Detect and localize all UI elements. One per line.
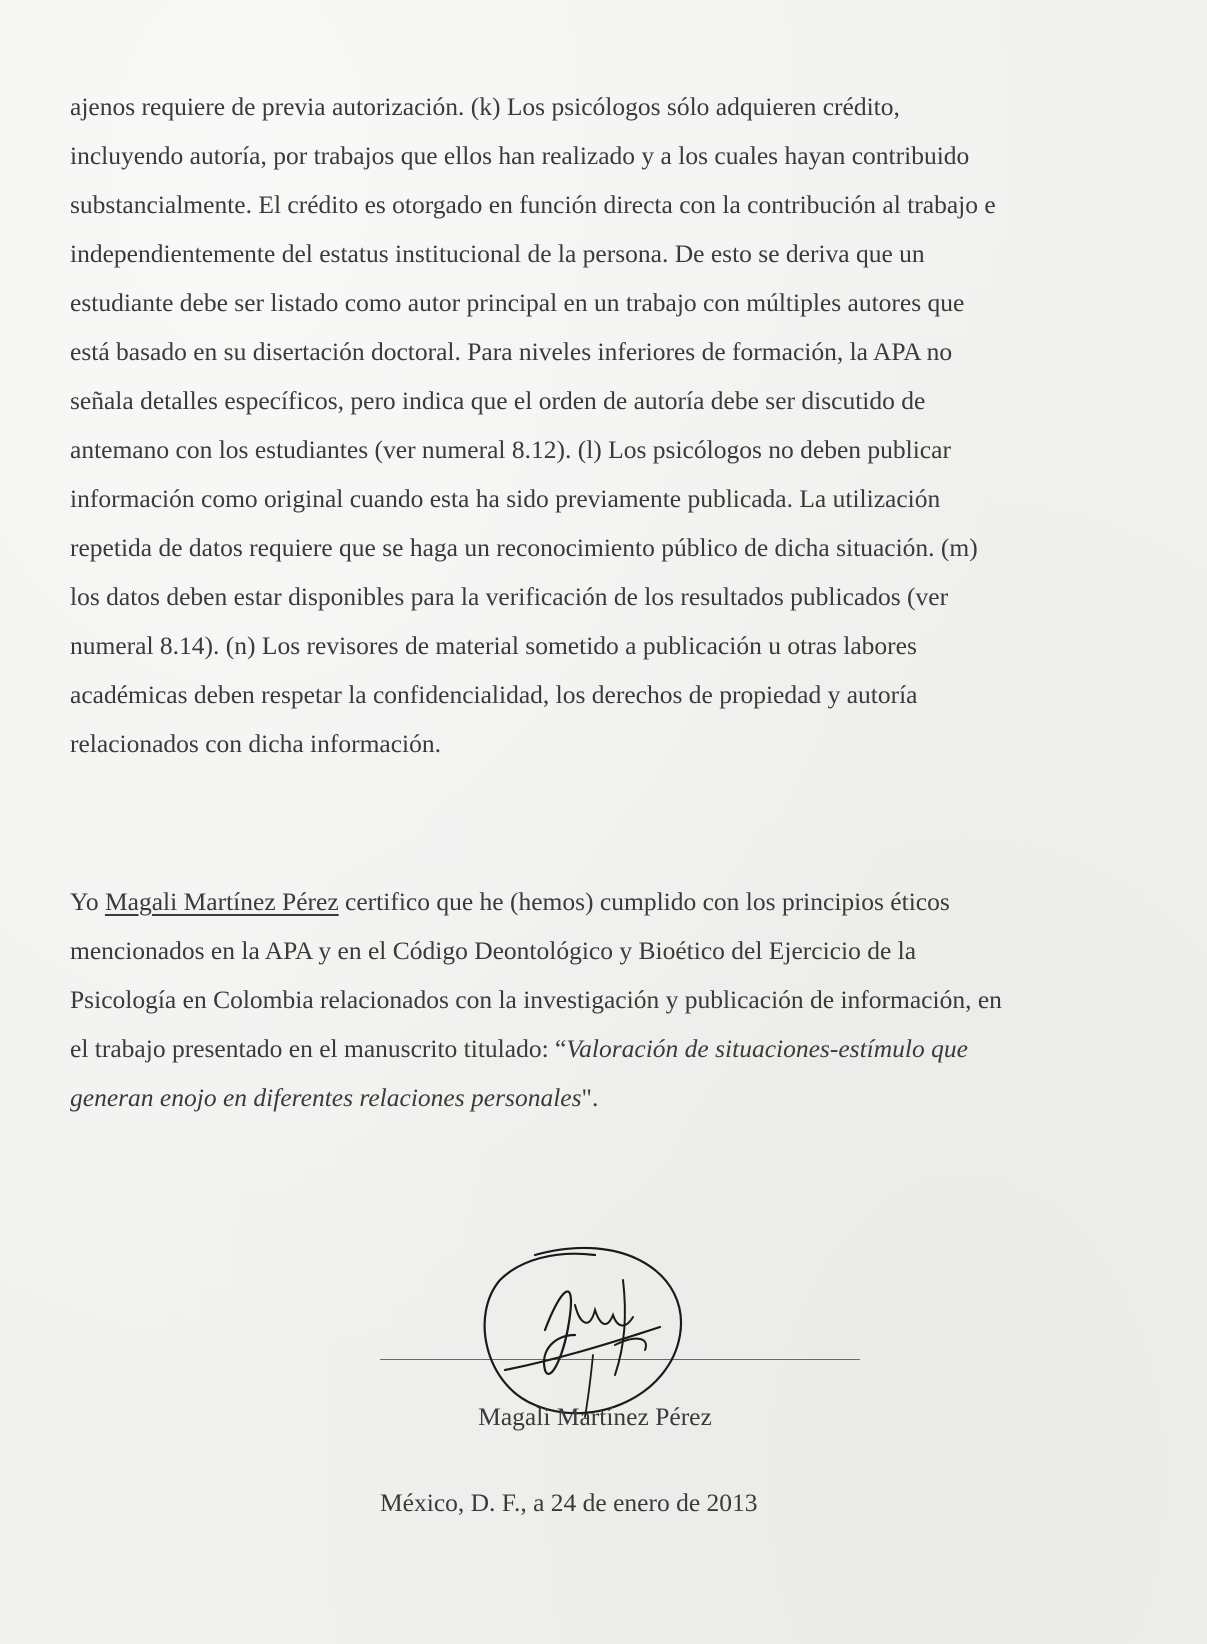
- body-line-7: señala detalles específicos, pero indica que el orden de autoría debe ser discutido de: [70, 386, 926, 415]
- body-line-9: información como original cuando esta ha sido previamente publicada. La utilización: [70, 484, 941, 513]
- cert-prefix: Yo: [70, 887, 105, 916]
- body-line-12: numeral 8.14). (n) Los revisores de material sometido a publicación u otras labores: [70, 631, 917, 660]
- body-line-11: los datos deben estar disponibles para la verificación de los resultados publicados (ver: [70, 582, 949, 611]
- cert-line-2: mencionados en la APA y en el Código Deontológico y Bioético del Ejercicio de la: [70, 936, 917, 965]
- cert-author-name: Magali Martínez Pérez: [105, 887, 339, 916]
- place-and-date: México, D. F., a 24 de enero de 2013: [380, 1488, 758, 1517]
- body-line-10: repetida de datos requiere que se haga un reconocimiento público de dicha situación. (m): [70, 533, 978, 562]
- body-line-3: substancialmente. El crédito es otorgado en función directa con la contribución al trabajo e: [70, 190, 996, 219]
- cert-line-3: Psicología en Colombia relacionados con la investigación y publicación de información, en: [70, 985, 1002, 1014]
- body-line-14: relacionados con dicha información.: [70, 729, 442, 758]
- body-line-1: ajenos requiere de previa autorización. (k) Los psicólogos sólo adquieren crédito,: [70, 92, 900, 121]
- cert-line4-prefix: el trabajo presentado en el manuscrito titulado: “: [70, 1034, 567, 1063]
- signer-name: Magali Martínez Pérez: [478, 1402, 712, 1431]
- cert-line-1: [70, 877, 1180, 926]
- certification-paragraph: [70, 877, 1180, 1122]
- cert-line-4: [70, 1024, 1180, 1073]
- cert-line1-rest: certifico que he (hemos) cumplido con los principios éticos: [338, 887, 950, 916]
- cert-line5-suffix: ".: [581, 1083, 599, 1112]
- body-line-5: estudiante debe ser listado como autor principal en un trabajo con múltiples autores que: [70, 288, 965, 317]
- body-paragraph: [70, 82, 1180, 768]
- manuscript-title-part2: generan enojo en diferentes relaciones personales: [70, 1083, 582, 1112]
- body-line-4: independientemente del estatus institucional de la persona. De esto se deriva que un: [70, 239, 925, 268]
- body-line-6: está basado en su disertación doctoral. Para niveles inferiores de formación, la APA no: [70, 337, 953, 366]
- cert-line-5: [70, 1073, 1180, 1122]
- body-line-8: antemano con los estudiantes (ver numeral 8.12). (l) Los psicólogos no deben publicar: [70, 435, 951, 464]
- body-line-2: incluyendo autoría, por trabajos que ellos han realizado y a los cuales hayan contribuido: [70, 141, 970, 170]
- signature-block: [380, 1235, 860, 1455]
- body-line-13: académicas deben respetar la confidencialidad, los derechos de propiedad y autoría: [70, 680, 918, 709]
- manuscript-title-part1: Valoración de situaciones-estímulo que: [566, 1034, 968, 1063]
